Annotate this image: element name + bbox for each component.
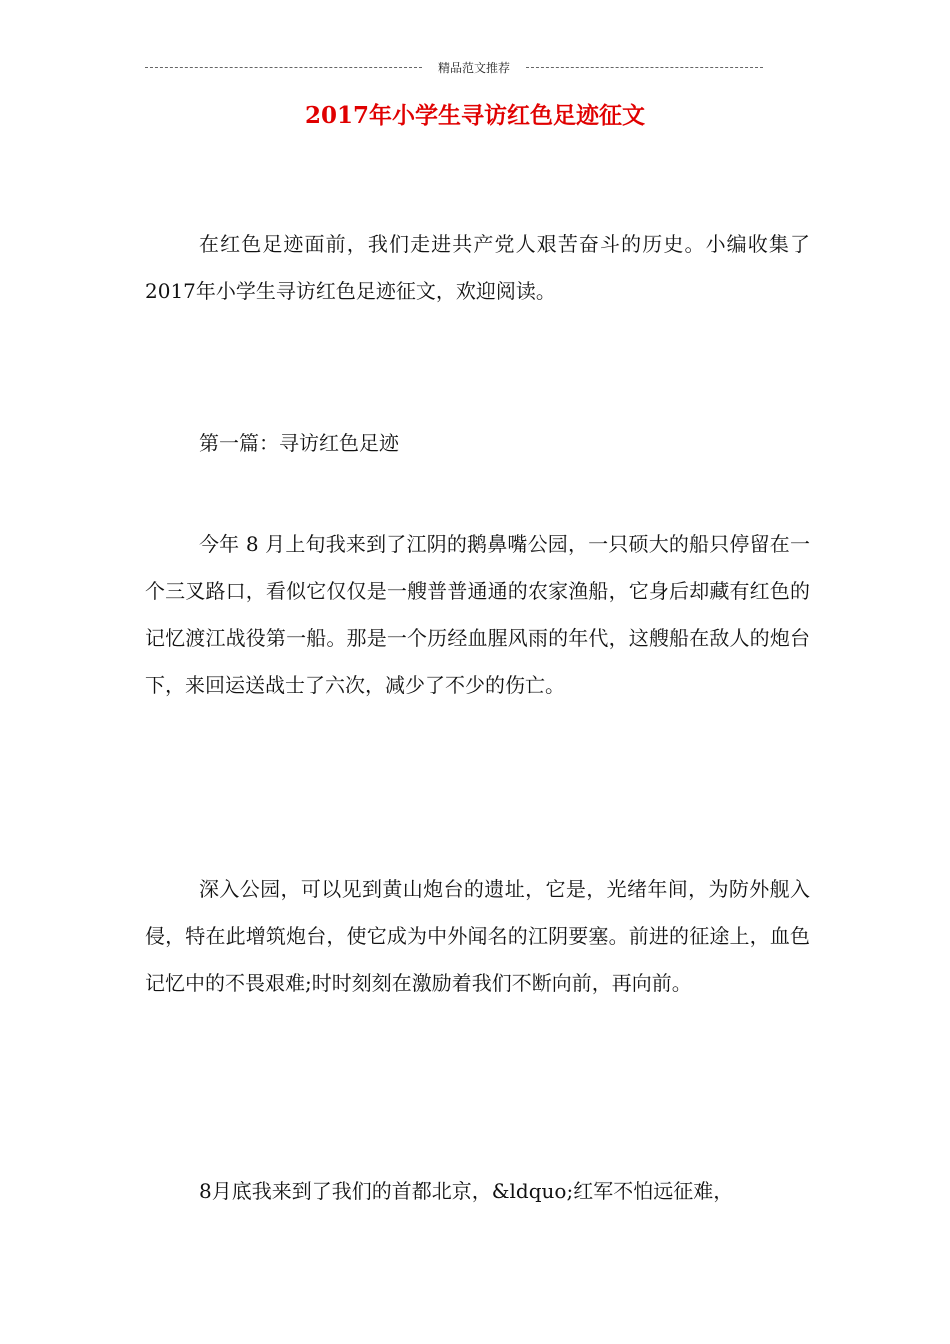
document-title: 2017年小学生寻访红色足迹征文 — [304, 102, 645, 129]
intro-paragraph: 在红色足迹面前，我们走进共产党人艰苦奋斗的历史。小编收集了2017年小学生寻访红色足迹征文，欢迎阅读。 — [145, 232, 810, 303]
body-paragraph: 8月底我来到了我们的首都北京，&ldquo;红军不怕远征难， — [199, 1179, 734, 1203]
header-dashed-rule-left — [145, 67, 422, 68]
body-paragraph: 今年 8 月上旬我来到了江阴的鹅鼻嘴公园，一只硕大的船只停留在一个三叉路口，看似它仅仅是一艘普普通通的农家渔船，它身后却藏有红色的记忆渡江战役第一船。那是一个历经血腥风雨的年代，这艘船在敌人的炮台下，来回运送战士了六次，减少了不少的伤亡。 — [145, 532, 810, 697]
body-paragraph: 深入公园，可以见到黄山炮台的遗址，它是，光绪年间，为防外舰入侵，特在此增筑炮台，使它成为中外闻名的江阴要塞。前进的征途上，血色记忆中的不畏艰难;时时刻刻在激励着我们不断向前，再向前。 — [145, 877, 810, 995]
page-header — [145, 60, 763, 76]
section-heading: 第一篇：寻访红色足迹 — [199, 431, 399, 455]
header-dashed-rule-right — [526, 67, 763, 68]
header-label: 精品范文推荐 — [437, 61, 510, 75]
